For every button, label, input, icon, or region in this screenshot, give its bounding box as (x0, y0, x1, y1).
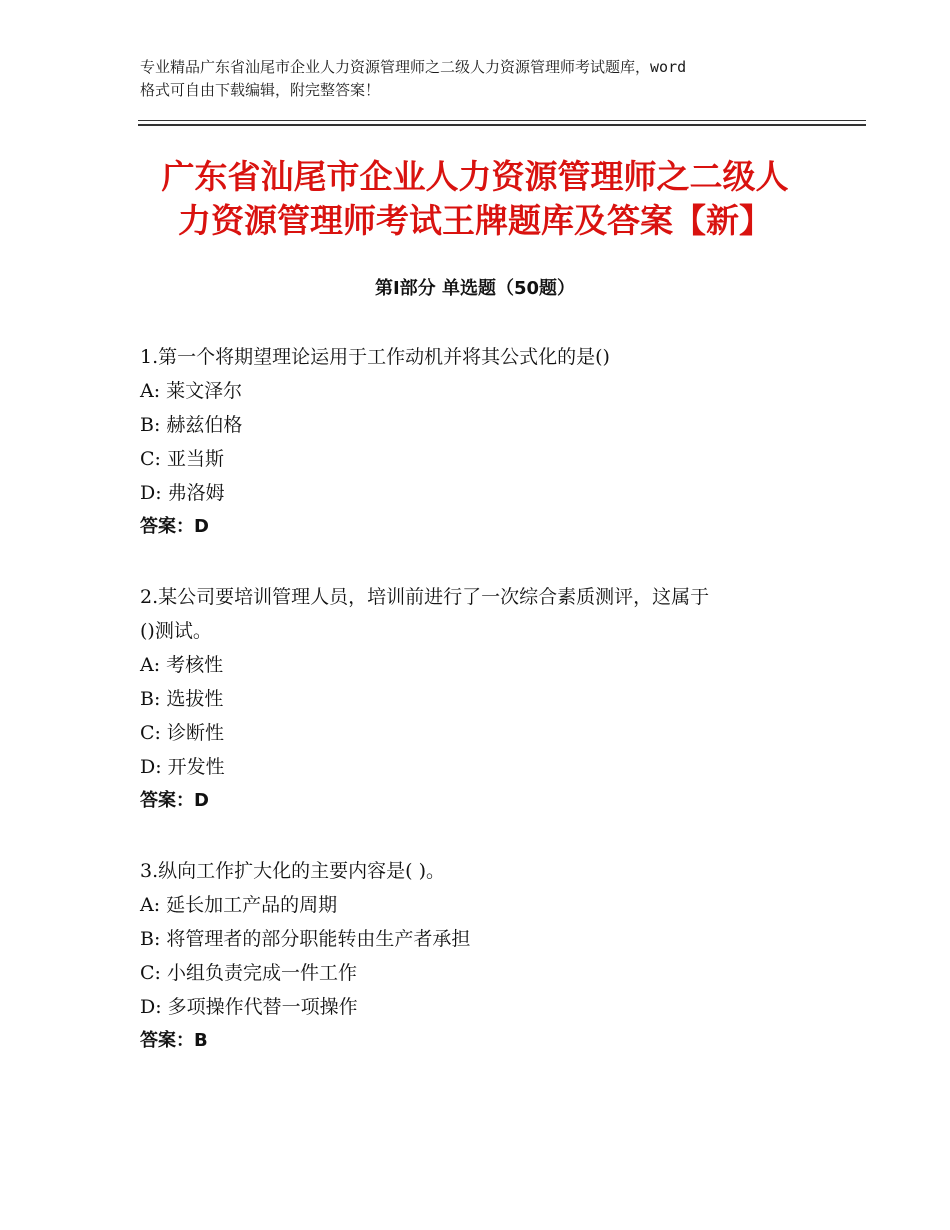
document-title-line-1: 广东省汕尾市企业人力资源管理师之二级人 (161, 157, 789, 196)
question-stem: 3.纵向工作扩大化的主要内容是( )。 (140, 860, 445, 882)
question-spacer (140, 544, 820, 580)
option-a: A: 考核性 (140, 654, 224, 676)
document-title (130, 155, 820, 243)
header-divider-thick (138, 124, 866, 126)
option-d: D: 开发性 (140, 756, 225, 778)
option-b: B: 选拔性 (140, 688, 224, 710)
option-b: B: 将管理者的部分职能转由生产者承担 (140, 928, 471, 950)
option-a: A: 延长加工产品的周期 (140, 894, 338, 916)
option-b: B: 赫兹伯格 (140, 414, 243, 436)
option-d: D: 多项操作代替一项操作 (140, 996, 358, 1018)
answer-line: 答案：D (140, 516, 209, 537)
question-3 (140, 854, 820, 1058)
answer-line: 答案：D (140, 790, 209, 811)
document-title-line-2: 力资源管理师考试王牌题库及答案【新】 (178, 201, 772, 240)
option-c: C: 亚当斯 (140, 448, 224, 470)
question-2 (140, 580, 820, 818)
question-stem: 2.某公司要培训管理人员，培训前进行了一次综合素质测评，这属于 (140, 586, 710, 608)
option-c: C: 小组负责完成一件工作 (140, 962, 357, 984)
question-spacer (140, 818, 820, 854)
question-list (140, 340, 820, 1058)
option-c: C: 诊断性 (140, 722, 224, 744)
header-note (140, 56, 830, 102)
question-1 (140, 340, 820, 544)
header-divider-thin (138, 120, 866, 121)
question-stem: 1.第一个将期望理论运用于工作动机并将其公式化的是() (140, 346, 610, 368)
question-stem-continued: ()测试。 (140, 620, 212, 642)
header-note-line-1: 专业精品广东省汕尾市企业人力资源管理师之二级人力资源管理师考试题库，word (140, 58, 687, 76)
option-d: D: 弗洛姆 (140, 482, 225, 504)
section-heading: 第Ⅰ部分 单选题（50题） (374, 278, 575, 299)
option-a: A: 莱文泽尔 (140, 380, 243, 402)
answer-line: 答案：B (140, 1030, 208, 1051)
header-note-line-2: 格式可自由下载编辑，附完整答案！ (140, 81, 381, 99)
